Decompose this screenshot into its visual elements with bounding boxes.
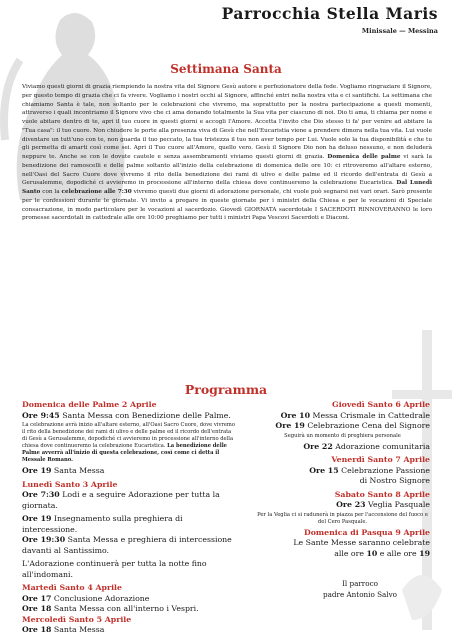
time-label: Ore 23	[336, 500, 366, 509]
parish-location: Minissale — Messina	[361, 27, 438, 35]
holy-saturday-note: Per la Veglia ci si radunerà in piazza per l'accensione del fuoco e del Cero Pasquale.	[257, 511, 428, 525]
holy-tuesday-item-1	[22, 594, 237, 605]
easter-sunday-day: Domenica di Pasqua 9 Aprile	[303, 527, 430, 537]
event-label: Insegnamento sulla preghiera di intercessione.	[22, 514, 183, 534]
time-label: 10	[366, 548, 378, 558]
palm-sunday-evening-mass	[22, 466, 237, 477]
good-friday-item-1	[255, 466, 430, 477]
holy-monday-item-3	[22, 535, 237, 556]
signature-role: Il parroco	[342, 579, 378, 588]
event-label: Veglia Pasquale	[365, 500, 430, 509]
signature-name: padre Antonio Salvo	[323, 590, 397, 599]
time-label: Ore 7:30	[22, 490, 60, 499]
program-right-column	[255, 400, 430, 559]
event-label: Santa Messa	[51, 625, 105, 634]
parish-title: Parrocchia Stella Maris	[221, 4, 438, 23]
event-label: Lodi e a seguire Adorazione per tutta la giornata.	[22, 490, 220, 510]
event-label: Celebrazione Cena del Signore	[304, 421, 430, 430]
event-label: Santa Messa	[51, 466, 105, 475]
time-label: Ore 18	[22, 604, 52, 613]
signature-block	[300, 578, 420, 600]
holy-thursday-day: Giovedì Santo 6 Aprile	[332, 400, 430, 409]
text-part: alle ore	[334, 548, 367, 558]
palm-sunday-day: Domenica delle Palme 2 Aprile	[22, 400, 157, 409]
holy-thursday-item-3	[255, 442, 430, 453]
holy-tuesday-day: Martedì Santo 4 Aprile	[22, 583, 122, 592]
event-label: Santa Messa con all'interno i Vespri.	[51, 604, 199, 613]
holy-monday-day: Lunedì Santo 3 Aprile	[22, 479, 118, 489]
event-label: Santa Messa con Benedizione delle Palme.	[59, 410, 231, 420]
holy-wednesday-day: Mercoledì Santo 5 Aprile	[22, 614, 132, 624]
good-friday-item-1-cont: di Nostro Signore	[359, 476, 430, 485]
program-left-column	[22, 400, 237, 636]
palm-sunday-mass	[22, 411, 237, 422]
time-label: Ore 9:45	[22, 410, 60, 420]
note-text: La celebrazione avrà inizio all'altare esterno, all'Oasi Sacro Cuore, dove vivremo il rito della benedizione dei rami di ulivo e delle palme ed il ricordo dell'entrata di Gesù a Gerusalemme, dopodiché ci avvieremo in processione all'interno della chiesa dove continueremo la celebrazione Eucaristica.	[22, 422, 235, 449]
easter-sunday-line-2	[255, 549, 430, 560]
time-label: Ore 19	[22, 514, 52, 523]
intro-paragraph-2: vi sarà la benedizione dei ramoscelli e delle palme soltanto all'inizio della celebrazione di domenica delle ore 10: ci ritroveremo all'altare esterno, nell'Oasi del Sacro Cuore dove vivremo il rito della benedizione dei rami di ulivo e delle palme ed il ricordo dell'entrata di Gesù a Gerusalemme, dopodiché ci avvieremo in processione all'interno della chiesa dove continueremo la celebrazione Eucaristica.	[22, 154, 432, 187]
holy-thursday-item-2	[255, 421, 430, 432]
celebration-time-highlight: celebrazione alle 7:30	[61, 189, 132, 195]
holy-wednesday-item-1	[22, 625, 237, 636]
time-label: Ore 19:30	[22, 535, 66, 544]
easter-sunday-line-1: Le Sante Messe saranno celebrate	[293, 538, 430, 547]
holy-thursday-note: Seguirà un momento di preghiera personale	[284, 432, 401, 439]
palm-sunday-note	[22, 422, 237, 464]
note-bold-text: La benedizione delle Palme avverrà all'inizio di questa celebrazione, così come ci detta il Messale Romano.	[22, 443, 227, 463]
event-label: Celebrazione Passione	[338, 465, 430, 475]
time-label: Ore 19	[275, 421, 305, 430]
program-heading: Programma	[184, 382, 268, 397]
time-label: Ore 17	[22, 593, 52, 603]
time-label: Ore 10	[280, 410, 311, 420]
time-label: Ore 19	[22, 466, 52, 475]
holy-monday-item-1	[22, 490, 237, 511]
time-label: Ore 15	[309, 465, 339, 475]
intro-connector: con la	[40, 189, 62, 195]
event-label: Messa Crismale in Cattedrale	[310, 410, 430, 420]
intro-paragraph-3: vivremo questi due giorni di adorazione personale, chi vuole può segnarsi nei vari orari. Sarò presente per le confessioni durante le giornate. Vi invito a pregare in queste giornate per i ministri della Chiesa e per le vocazioni di Speciale consacrazione, in modo particolare per le vocazioni al sacerdozio. Giovedì GIORNATA sacerdotale I SACERDOTI RINNOVERANNO le loro promesse sacerdotali in cattedrale alle ore 10:00 preghiamo per tutti i ministri Papa Vescovi Sacerdoti e Diaconi.	[22, 189, 433, 222]
holy-thursday-item-1	[255, 411, 430, 422]
holy-saturday-day: Sabato Santo 8 Aprile	[334, 489, 430, 499]
event-label: Conclusione Adorazione	[51, 593, 150, 603]
intro-paragraph-1: Viviamo questi giorni di grazia riempiendo la nostra vita del Signore Gesù autore e perfezionatore della fede. Vogliamo ringraziare il Signore, per questo tempo di grazia che ci fa vivere. Vogliamo i nostri occhi al Signore, affinché entri nella nostra vita e ci santifichi. La settimana che chiamiamo Santa è tale, non soltanto per le celebrazioni che vivremo, ma soprattutto per la nostra partecipazione a questi momenti, attraverso i quali incontriamo il Signore vivo che ci ama donando totalmente la Sua vita per ciascuno di noi. Dio ti ama, ti chiama per nome e vuole abitare dentro di te, apri il tuo cuore in questi giorni e accogli l'Amore. Accetta l'invito che Dio stesso ti fa' per venire ad abitare la "Tua casa": il tuo cuore. Non chiudere le porte alla presenza viva di Gesù che nell'Eucaristia viene a prendere dimora nella tua vita. Lui vuole diventare un tutt'uno con te, non guarda il tuo peccato, la tua tristezza il tuo non aver tempo per Lui. Vuole solo la tua disponibilità e che tu gli permetta di amarti così come sei. Apri il Tuo cuore all'Amore, quello vero. Gesù il Signore Dio non ha deluso nessuno, e non deluderà neppure te. Anche se con le dovute cautele e senza assembramenti viviamo questi giorni di grazia.	[22, 84, 432, 160]
holy-monday-note: L'Adorazione continuerà per tutta la notte fino all'indomani.	[22, 559, 207, 579]
intro-text	[22, 83, 432, 223]
holy-monday-highlight: Dal Lunedì Santo	[22, 180, 432, 195]
time-label: 19	[419, 548, 430, 558]
holy-saturday-item-1	[255, 500, 430, 511]
time-label: Ore 22	[303, 441, 333, 451]
holy-week-heading: Settimana Santa	[170, 62, 282, 76]
event-label: Adorazione comunitaria	[332, 441, 430, 451]
good-friday-day: Venerdì Santo 7 Aprile	[331, 455, 430, 464]
event-label: Santa Messa e preghiera di intercessione davanti al Santissimo.	[22, 535, 232, 555]
holy-monday-item-2	[22, 514, 237, 535]
palm-sunday-highlight: Domenica delle palme	[327, 154, 401, 160]
time-label: Ore 18	[22, 625, 52, 634]
text-part: e alle ore	[377, 548, 420, 558]
holy-tuesday-item-2	[22, 604, 237, 615]
